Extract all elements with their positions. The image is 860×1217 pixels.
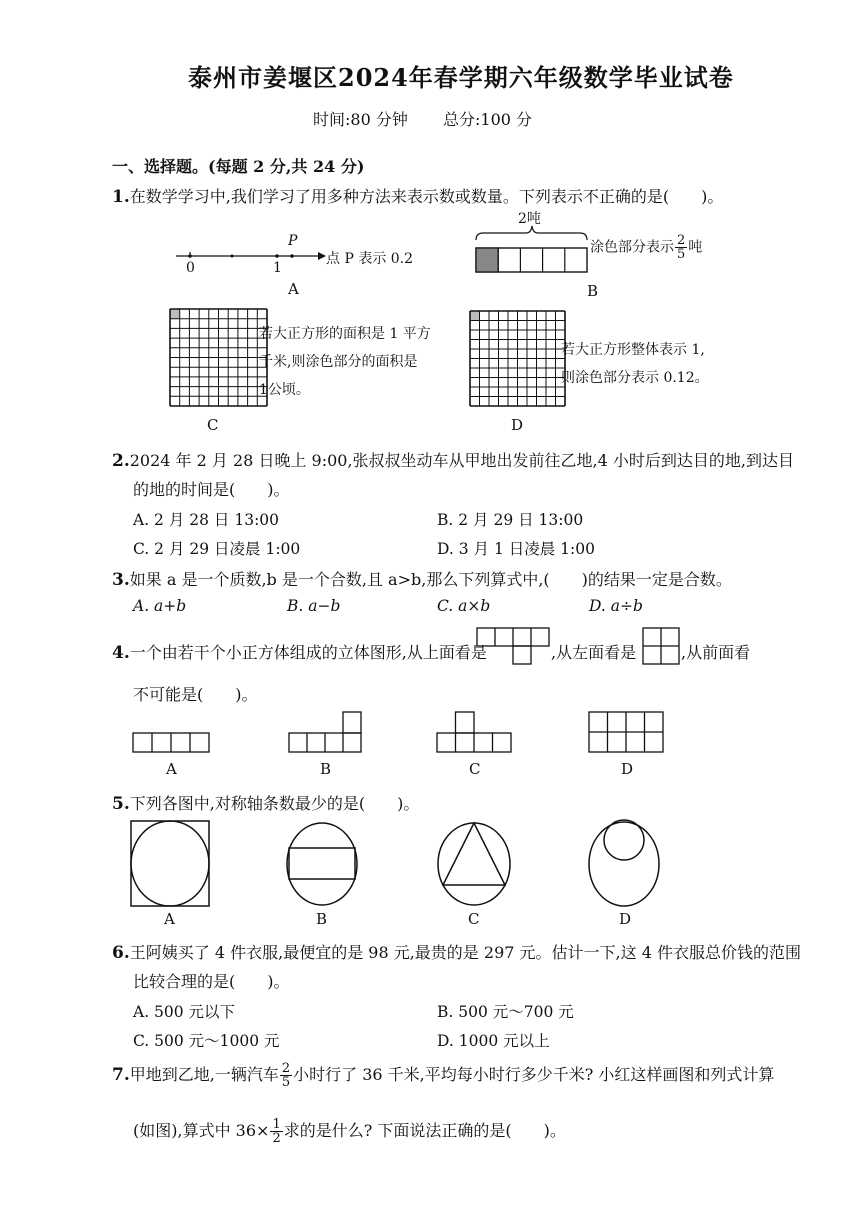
number-line-zero: 0: [186, 260, 195, 276]
question-text: 在数学学习中,我们学习了用多种方法来表示数或数量。下列表示不正确的是( )。: [129, 187, 724, 206]
brace-label: 2吨: [518, 211, 541, 227]
grid-c: [170, 309, 267, 406]
question-number: 7.: [112, 1065, 130, 1085]
question-number: 1.: [112, 187, 130, 207]
question-text: 下列各图中,对称轴条数最少的是( )。: [129, 794, 420, 813]
q5-label-c: C: [468, 910, 480, 928]
q3-option-a[interactable]: A. a+b: [133, 597, 187, 615]
grid-d: [470, 311, 565, 406]
q4-label-d: D: [621, 760, 634, 778]
q2-option-d[interactable]: D. 3 月 1 日凌晨 1:00: [437, 540, 595, 558]
option-label-b: B: [587, 282, 599, 300]
q5-label-a: A: [164, 910, 175, 928]
question-6: [112, 940, 801, 963]
q4-label-c: C: [469, 760, 481, 778]
q6-option-a[interactable]: A. 500 元以下: [133, 1003, 236, 1021]
exam-total-score: 总分:100 分: [443, 110, 533, 129]
grid-d-caption-1: 若大正方形整体表示 1,: [561, 342, 705, 358]
question-7: [112, 1062, 774, 1089]
grid-d-caption-2: 则涂色部分表示 0.12。: [561, 370, 709, 386]
question-number: 6.: [112, 943, 130, 963]
option-label-a: A: [288, 280, 299, 298]
exam-time: 时间:80 分钟: [313, 110, 408, 129]
strip-caption-unit: 吨: [688, 239, 703, 256]
q6-option-d[interactable]: D. 1000 元以上: [437, 1032, 550, 1050]
q3-option-c[interactable]: C. a×b: [437, 597, 491, 615]
q4-label-b: B: [320, 760, 332, 778]
q6-option-b[interactable]: B. 500 元～700 元: [437, 1003, 574, 1021]
question-7-line2: [133, 1118, 566, 1145]
question-text-a: 一个由若干个小正方体组成的立体图形,从上面看是: [129, 643, 487, 662]
q5-label-d: D: [619, 910, 632, 928]
grid-c-caption-3: 1公顷。: [259, 382, 310, 398]
question-number: 5.: [112, 794, 130, 814]
question-number: 3.: [112, 570, 130, 590]
option-label-c: C: [207, 416, 219, 434]
strip-caption-text: 涂色部分表示: [590, 239, 674, 256]
question-text: 王阿姨买了 4 件衣服,最便宜的是 98 元,最贵的是 297 元。估计一下,这 4 件衣服总价钱的范围: [129, 943, 801, 962]
question-text-post: 小时行了 36 千米,平均每小时行多少千米? 小红这样画图和列式计算: [293, 1065, 775, 1084]
question-4: [112, 640, 487, 663]
fraction-two-fifths: $\frac{2}{5}$: [677, 233, 686, 262]
fraction-two-fifths: $\frac{2}{5}$: [281, 1061, 291, 1090]
fraction-one-half: $\frac{1}{2}$: [272, 1117, 281, 1146]
question-text: 2024 年 2 月 28 日晚上 9:00,张叔叔坐动车从甲地出发前往乙地,4 小时后到达目的地,到达目: [129, 451, 794, 470]
grid-c-caption-1: 若大正方形的面积是 1 平方: [259, 326, 431, 342]
question-4-text-c: ,从前面看: [681, 643, 751, 662]
question-text-post: 求的是什么? 下面说法正确的是( )。: [283, 1121, 566, 1140]
question-number: 2.: [112, 451, 130, 471]
section-heading: 一、选择题。(每题 2 分,共 24 分): [112, 157, 365, 176]
question-number: 4.: [112, 643, 130, 663]
q5-label-b: B: [316, 910, 328, 928]
grid-c-caption-2: 千米,则涂色部分的面积是: [259, 354, 418, 370]
question-text-pre: 甲地到乙地,一辆汽车: [129, 1065, 279, 1084]
question-2: [112, 448, 794, 471]
option-label-d: D: [511, 416, 524, 434]
number-line-caption: 点 P 表示 0.2: [326, 251, 414, 267]
question-text-pre: (如图),算式中 36×: [133, 1121, 270, 1140]
page-title: 泰州市姜堰区2024年春学期六年级数学毕业试卷: [188, 63, 734, 92]
strip-caption: [590, 234, 702, 261]
q2-option-b[interactable]: B. 2 月 29 日 13:00: [437, 511, 584, 529]
q2-option-c[interactable]: C. 2 月 29 日凌晨 1:00: [133, 540, 301, 558]
q3-option-b[interactable]: B. a−b: [287, 597, 341, 615]
shaded-cell: [470, 311, 480, 321]
q4-label-a: A: [166, 760, 177, 778]
question-1: [112, 184, 723, 207]
question-6-line2: 比较合理的是( )。: [133, 972, 290, 991]
question-4-text-b: ,从左面看是: [551, 643, 637, 662]
question-4-line2: 不可能是( )。: [133, 685, 258, 704]
question-2-line2: 的地的时间是( )。: [133, 480, 290, 499]
question-3: [112, 567, 732, 590]
q2-option-a[interactable]: A. 2 月 28 日 13:00: [133, 511, 280, 529]
shaded-cell: [170, 309, 180, 319]
number-line-one: 1: [273, 260, 282, 276]
q3-option-d[interactable]: D. a÷b: [589, 597, 643, 615]
question-text: 如果 a 是一个质数,b 是一个合数,且 a>b,那么下列算式中,( )的结果一定是合数。: [129, 570, 732, 589]
q6-option-c[interactable]: C. 500 元～1000 元: [133, 1032, 280, 1050]
question-5: [112, 791, 419, 814]
point-p-label: P: [288, 233, 298, 249]
